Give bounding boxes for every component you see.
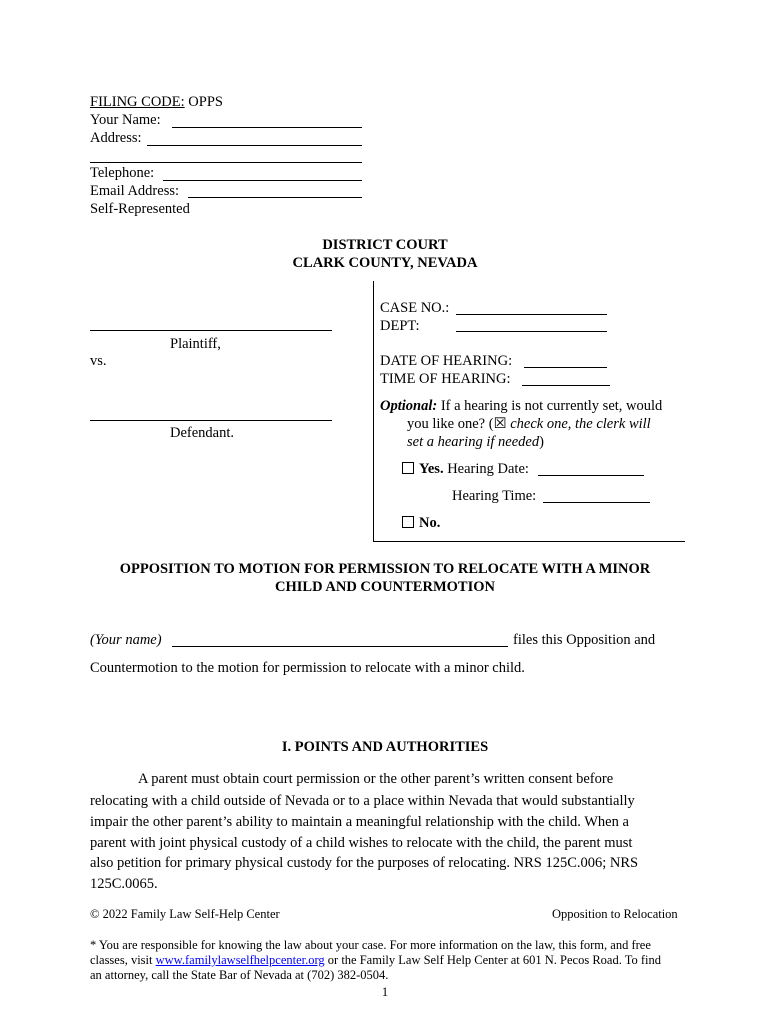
telephone-label: Telephone: — [90, 165, 155, 181]
yes-label: Yes. — [419, 461, 444, 477]
telephone-field[interactable] — [163, 180, 362, 181]
email-field[interactable] — [188, 197, 362, 198]
optional-italic2: set a hearing if needed — [407, 434, 540, 450]
section-heading: I. POINTS AND AUTHORITIES — [281, 739, 489, 755]
hearing-time-field[interactable] — [543, 502, 650, 503]
optional-line1 — [380, 397, 662, 415]
page-number: 1 — [381, 985, 389, 999]
no-option — [402, 514, 440, 532]
checked-box-icon: ☒ — [493, 416, 507, 432]
address-field[interactable] — [147, 145, 362, 146]
copyright: © 2022 Family Law Self-Help Center — [90, 907, 280, 921]
your-name-field[interactable] — [172, 127, 362, 128]
telephone-row — [90, 164, 154, 182]
paragraph-line: parent with joint physical custody of a child wishes to relocate with the child, the parent must — [90, 835, 633, 851]
dept-field[interactable] — [456, 331, 607, 332]
document-title-line1: OPPOSITION TO MOTION FOR PERMISSION TO RELOCATE WITH A MINOR — [119, 561, 651, 577]
address-label: Address: — [90, 130, 142, 146]
paragraph-line: A parent must obtain court permission or the other parent’s written consent before — [138, 771, 614, 787]
document-title-line2: CHILD AND COUNTERMOTION — [275, 579, 495, 595]
optional-label: Optional: — [380, 398, 438, 414]
plaintiff-label: Plaintiff, — [170, 336, 221, 352]
paragraph-line: impair the other parent’s ability to maintain a meaningful relationship with the child. When a — [90, 814, 629, 830]
optional-italic: check one, the clerk will — [506, 416, 651, 432]
files-text: files this Opposition and — [513, 632, 656, 648]
address-field-2[interactable] — [90, 162, 362, 163]
optional-line3 — [407, 433, 544, 451]
footer-note-text: classes, visit — [90, 953, 156, 967]
date-of-hearing-label: DATE OF HEARING: — [380, 353, 513, 369]
hearing-date-field[interactable] — [538, 475, 644, 476]
optional-line2 — [407, 415, 651, 433]
caption-bottom-rule — [373, 541, 685, 542]
footer-note-line3: an attorney, call the State Bar of Nevada at (702) 382-0504. — [90, 968, 389, 982]
court-name: DISTRICT COURT — [322, 237, 448, 253]
defendant-name-field[interactable] — [90, 420, 332, 421]
email-label: Email Address: — [90, 183, 180, 199]
address-row — [90, 129, 142, 147]
your-name-intro-field[interactable] — [172, 646, 508, 647]
case-no-label: CASE NO.: — [380, 300, 450, 316]
your-name-label: Your Name: — [90, 112, 161, 128]
yes-checkbox[interactable] — [402, 462, 414, 474]
optional-text2: you like one? ( — [407, 416, 494, 432]
paragraph-line: relocating with a child outside of Nevada or to a place within Nevada that would substantially — [90, 793, 635, 809]
date-of-hearing-field[interactable] — [524, 367, 607, 368]
time-of-hearing-label: TIME OF HEARING: — [380, 371, 511, 387]
caption-divider — [373, 281, 374, 541]
no-checkbox[interactable] — [402, 516, 414, 528]
vs-label: vs. — [90, 353, 107, 369]
defendant-label: Defendant. — [170, 425, 235, 441]
intro-line2: Countermotion to the motion for permission to relocate with a minor child. — [90, 660, 525, 676]
time-of-hearing-field[interactable] — [522, 385, 610, 386]
hearing-date-label: Hearing Date: — [447, 461, 529, 477]
footer-doc-name: Opposition to Relocation — [552, 907, 678, 921]
court-county: CLARK COUNTY, NEVADA — [292, 255, 478, 271]
your-name-paren: (Your name) — [90, 632, 162, 648]
footer-note-line1: * You are responsible for knowing the law about your case. For more information on the law, this form, and free — [90, 938, 651, 952]
filing-code — [90, 93, 223, 111]
your-name-intro — [90, 631, 162, 649]
case-no-field[interactable] — [456, 314, 607, 315]
plaintiff-name-field[interactable] — [90, 330, 332, 331]
no-label: No. — [419, 515, 441, 531]
yes-option — [402, 460, 529, 478]
optional-text: If a hearing is not currently set, would — [440, 398, 663, 414]
your-name-row — [90, 111, 161, 129]
email-row — [90, 182, 179, 200]
filing-code-value: OPPS — [188, 94, 223, 110]
optional-close: ) — [539, 434, 544, 450]
paragraph-line: 125C.0065. — [90, 876, 158, 892]
self-represented: Self-Represented — [90, 201, 190, 217]
dept-label: DEPT: — [380, 318, 420, 334]
help-center-link[interactable]: www.familylawselfhelpcenter.org — [155, 953, 325, 967]
paragraph-line: also petition for primary physical custody for the purposes of relocating. NRS 125C.006; NRS — [90, 855, 639, 871]
footer-note-text: or the Family Law Self Help Center at 601 N. Pecos Road. To find — [324, 953, 662, 967]
filing-code-label: FILING CODE: — [90, 94, 185, 110]
hearing-time-label: Hearing Time: — [452, 488, 537, 504]
